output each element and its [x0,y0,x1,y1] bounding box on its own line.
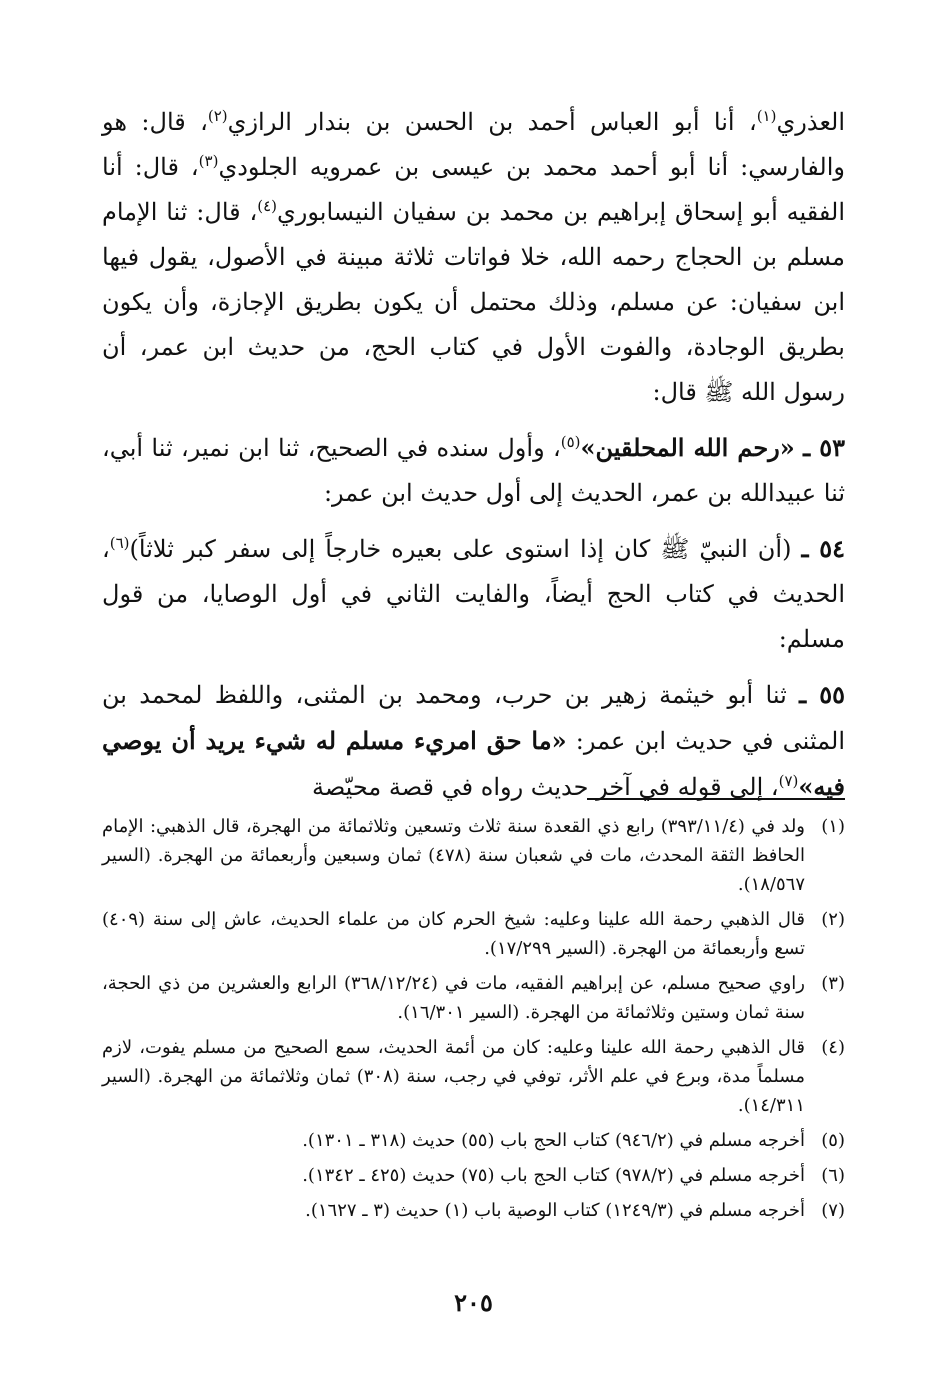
footnote-text: قال الذهبي رحمة الله علينا وعليه: كان من أئمة الحديث، سمع الصحيح من مسلم يفوت، لازم مسلماً مدة، وبرع في علم الأثر، توفي في رجب، سنة (٣٠٨) ثمان وثلاثمائة من الهجرة. (السير ١٤/٣١١). [102,1037,806,1116]
footnote-number: (٢) [821,909,845,930]
footnote-ref-7: (٧) [778,772,799,790]
text-run: ثنا أبو خيثمة زهير بن حرب، ومحمد بن المثنى، واللفظ لمحمد بن المثنى في حديث ابن عمر: [102,681,845,755]
footnote-3 [102,969,845,1027]
footnote-ref-5: (٥) [560,433,581,451]
footnote-text: أخرجه مسلم في (٩٧٨/٢) كتاب الحج باب (٧٥) حديث (٤٢٥ ـ ١٣٤٢). [302,1165,805,1186]
footnote-text: قال الذهبي رحمة الله علينا وعليه: شيخ الحرم كان من علماء الحديث، عاش إلى سنة (٤٠٩) تسع وأربعمائة من الهجرة. (السير ١٧/٢٩٩). [102,909,805,959]
footnote-number: (٧) [821,1200,845,1221]
text-run: ، وأول سنده في الصحيح، ثنا ابن نمير، ثنا أبي، ثنا عبيدالله بن عمر، الحديث إلى أول حديث ابن عمر: [102,434,845,507]
main-text [102,100,845,820]
footnote-number: (٤) [821,1037,845,1058]
footnote-number: (٥) [821,1130,845,1151]
footnote-text: أخرجه مسلم في (٩٤٦/٢) كتاب الحج باب (٥٥) حديث (٣١٨ ـ ١٣٠١). [302,1130,805,1151]
paragraph-number: ٥٤ ـ [801,534,845,563]
text-run: ، إلى قوله في آخر حديث رواه في قصة محيّصة [311,773,779,801]
footnote-text: ولد في (٣٩٣/١١/٤) رابع ذي القعدة سنة ثلاث وتسعين وثلاثمائة من الهجرة، قال الذهبي: الإمام الحافظ الثقة المحدث، مات في شعبان سنة (٤٧٨) ثمان وسبعين وأربعمائة من الهجرة. (السير ١٨/٥٦٧). [102,816,805,895]
footnote-5 [102,1126,845,1155]
footnote-number: (١) [821,816,845,837]
footnote-ref-1: (١) [756,107,777,125]
footnote-7 [102,1196,845,1225]
paragraph-53 [102,425,845,516]
footnote-1 [102,812,845,899]
text-run: ، أنا أبو العباس أحمد بن الحسن بن بندار الرازي [227,108,757,136]
intro-paragraph [102,100,845,415]
footnote-number: (٣) [821,973,845,994]
hadith-quote: «ما حق امريء مسلم له شيء يريد أن يوصي فيه» [102,726,845,801]
footnote-2 [102,905,845,963]
paragraph-54 [102,526,845,662]
footnote-number: (٦) [821,1165,845,1186]
paragraph-55 [102,672,845,810]
footnote-text: أخرجه مسلم في (١٢٤٩/٣) كتاب الوصية باب (١) حديث (٣ ـ ١٦٢٧). [305,1200,805,1221]
page-number: ٢٠٥ [454,1288,493,1317]
hadith-text: (أن النبيّ ﷺ كان إذا استوى على بعيره خارجاً إلى سفر كبر ثلاثاً) [129,535,792,563]
paragraph-number: ٥٣ ـ [803,433,845,462]
footnotes [102,812,845,1231]
text-run: العذري [776,108,845,136]
text-run: ، قال: أنا الفقيه أبو إسحاق إبراهيم بن محمد بن سفيان النيسابوري [102,153,845,226]
footnote-ref-4: (٤) [257,197,277,215]
footnote-6 [102,1161,845,1190]
text-run: ، قال: هو والفارسي: أنا أبو أحمد محمد بن عيسى بن عمرويه الجلودي [102,108,845,181]
footnote-ref-6: (٦) [109,534,130,552]
text-run: ، قال: ثنا الإمام مسلم بن الحجاج رحمه الله، خلا فواتات ثلاثة مبينة في الأصول، يقول فيها ابن سفيان: عن مسلم، وذلك محتمل أن يكون بطريق الإجازة، وأن يكون بطريق الوجادة، والفوت الأول في كتاب الحج، من حديث ابن عمر، أن رسول الله ﷺ قال: [102,198,845,406]
footnote-ref-3: (٣) [198,152,219,170]
hadith-quote: «رحم الله المحلقين» [580,433,795,462]
text-run: ، الحديث في كتاب الحج أيضاً، والفايت الثاني في أول الوصايا، من قول مسلم: [102,535,845,653]
footnote-ref-2: (٢) [207,107,228,125]
footnote-4 [102,1033,845,1120]
paragraph-number: ٥٥ ـ [799,680,845,709]
footnote-divider [587,798,845,800]
footnote-text: راوي صحيح مسلم، عن إبراهيم الفقيه، مات في (٣٦٨/١٢/٢٤) الرابع والعشرين من ذي الحجة، سنة ثمان وستين وثلاثمائة من الهجرة. (السير ١٦/٣٠١). [102,973,805,1023]
